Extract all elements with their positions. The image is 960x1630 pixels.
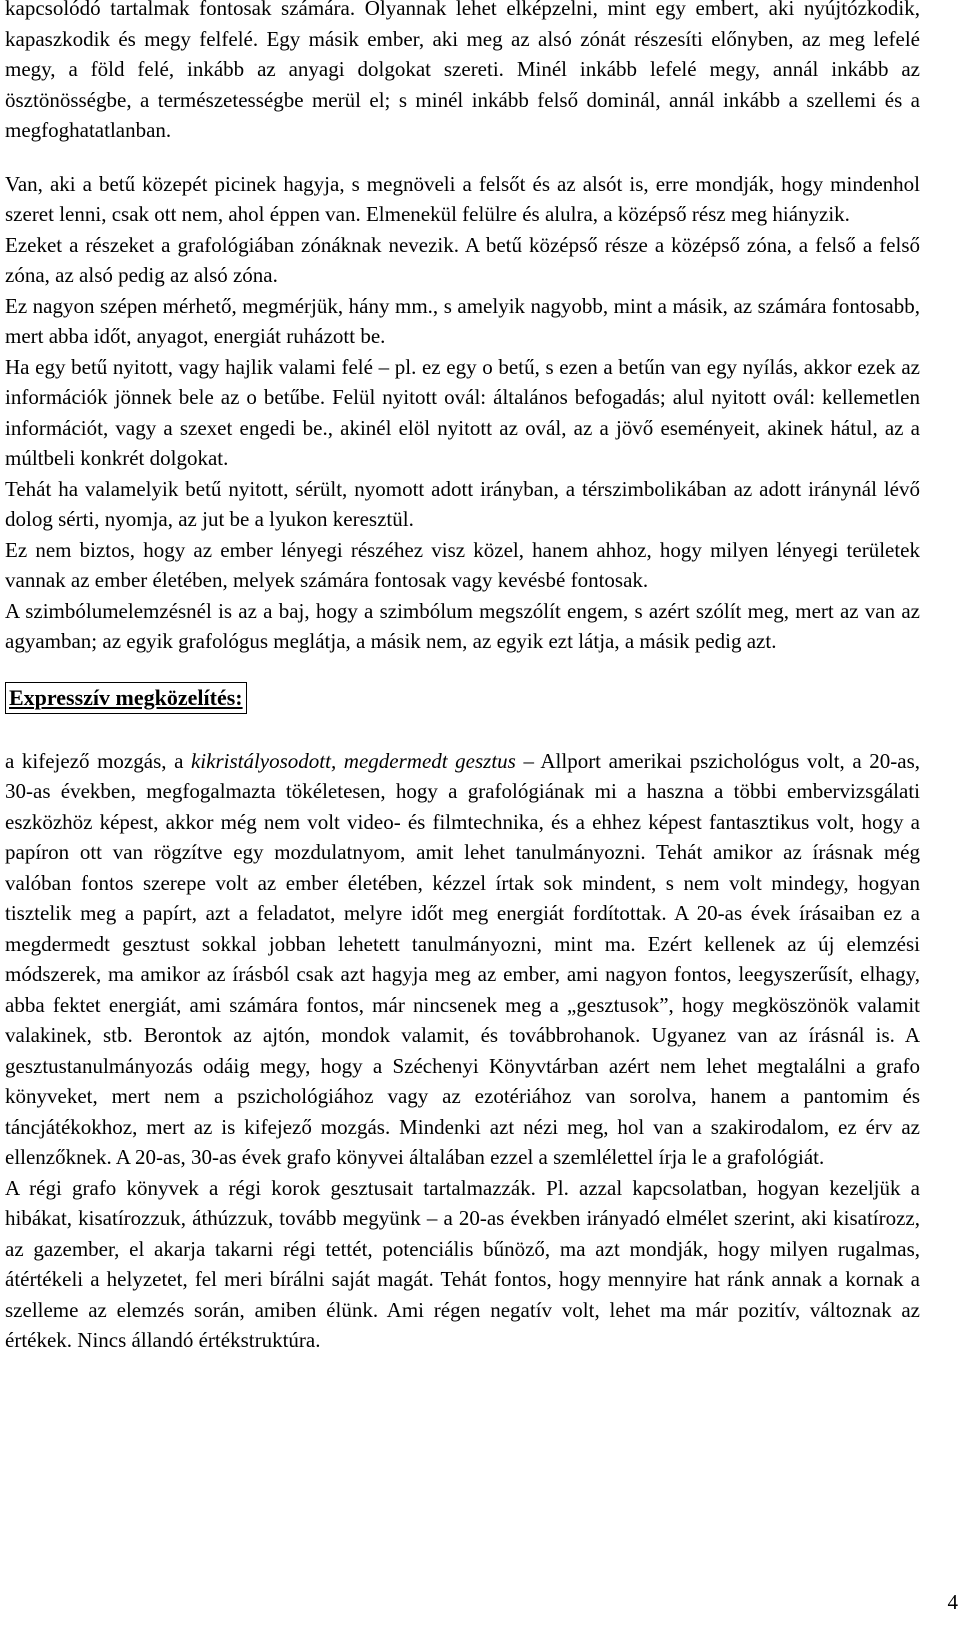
paragraph-zones-5: Tehát ha valamelyik betű nyitott, sérült, nyomott adott irányban, a térszimbolikában az adott iránynál lévő dolog sérti, nyomja, az jut be a lyukon keresztül. [5, 476, 920, 531]
paragraph-zones-1: Van, aki a betű közepét picinek hagyja, s megnöveli a felsőt és az alsót is, erre mondják, hogy mindenhol szeret lenni, csak ott nem, ahol éppen van. Elmenekül felülre és alulra, a középső rész meg hiányzik. [5, 171, 920, 226]
paragraph-zones-4: Ha egy betű nyitott, vagy hajlik valami felé – pl. ez egy o betű, s ezen a betűn van egy nyílás, akkor ezek az információk jönnek bele az o betűbe. Felül nyitott ovál: általános befogadás; alul nyitott ovál: kellemetlen információt, vagy a szexet engedi be., akinél elöl nyitott az ovál, az a jövő eseményeit, akinek hátul, az a múltbeli konkrét dolgokat. [5, 354, 920, 470]
document-page [5, 0, 920, 1356]
page-number: 4 [947, 1590, 958, 1614]
paragraph-zones-2: Ezeket a részeket a grafológiában zónáknak nevezik. A betű középső része a középső zóna, a felső a felső zóna, az alsó pedig az alsó zóna. [5, 232, 920, 287]
expr-intro-italic: kikristályosodott, megdermedt gesztus [190, 748, 516, 773]
paragraph-expressive [5, 746, 920, 1173]
paragraph-zones-3: Ez nagyon szépen mérhető, megmérjük, hány mm., s amelyik nagyobb, mint a másik, az számára fontosabb, mert abba időt, anyagot, energiát ruházott be. [5, 293, 920, 348]
expr-intro-post: – Allport amerikai pszichológus volt, a 20-as, 30-as években, megfogalmazta tökéletesen, hogy a grafológiának mi a haszna a többi embervizsgálati eszközhöz képest, akkor még nem volt video- és filmtechnika, és a ehhez képest fantasztikus volt, hogy a papíron ott van rögzítve egy mozdulatnyom, amit lehet tanulmányozni. Tehát amikor az írásnak még valóban fontos szerepe volt az ember életében, kézzel írtak sok mindent, s nem volt mindegy, hogyan tisztelik meg a papírt, azt a feladatot, melyre időt meg energiát fordítottak. A 20-as évek írásaiban ez a megdermedt gesztust sokkal jobban lehetett tanulmányozni, mint ma. Ezért kellenek az új elemzési módszerek, ma amikor az írásból csak azt hagyja meg az ember, ami nagyon fontos, leegyszerűsít, elhagy, abba fektet energiát, ami számára fontos, már nincsenek meg a „gesztusok”, hogy megköszönök valamit valakinek, stb. Berontok az ajtón, mondok valamit, és továbbrohanok. Ugyanez van az írásnál is. A gesztustanulmányozás odáig megy, hogy a Széchenyi Könyvtárban azért nem lehet megtalálni a grafo könyveket, mert nem a pszichológiához vagy az ezotériához van sorolva, hanem a pantomim és táncjátékokhoz, mert az is kifejező mozgás. Mindenki azt nézi meg, hol van a szakirodalom, ez érv az ellenzőknek. A 20-as, 30-as évek grafo könyvei általában ezzel a szemlélettel írja le a grafológiát. [5, 748, 920, 1169]
paragraph-intro: kapcsolódó tartalmak fontosak számára. Olyannak lehet elképzelni, mint egy embert, aki nyújtózkodik, kapaszkodik és megy felfelé. Egy másik ember, aki meg az alsó zónát részesíti előnyben, az meg lefelé megy, a föld felé, inkább az anyagi dolgokat szereti. Minél inkább lefelé megy, annál inkább az ösztönösségbe, a természetességbe merül el; s minél inkább felső dominál, annál inkább a szellemi és a megfoghatatlanban. [5, 0, 920, 142]
zones-section [5, 169, 920, 657]
paragraph-old-books: A régi grafo könyvek a régi korok gesztusait tartalmazzák. Pl. azzal kapcsolatban, hogyan kezeljük a hibákat, kisatírozzuk, áthúzzuk, tovább megyünk – a 20-as években irányadó elmélet szerint, aki kisatírozz, az gazember, el akarja takarni régi tettét, potenciális bűnöző, ma azt mondják, hogy milyen rugalmas, átértékeli a helyzetet, fel meri bírálni saját magát. Tehát fontos, hogy mennyire hat ránk annak a kornak a szelleme az elemzés során, amiben élünk. Ami régen negatív volt, lehet ma már pozitív, változnak az értékek. Nincs állandó értékstruktúra. [5, 1175, 920, 1352]
expr-intro-pre: a kifejező mozgás, a [5, 748, 191, 773]
section-heading: Expresszív megközelítés: [5, 682, 247, 714]
paragraph-zones-6: Ez nem biztos, hogy az ember lényegi részéhez visz közel, hanem ahhoz, hogy milyen lényegi területek vannak az ember életében, melyek számára fontosak vagy kevésbé fontosak. [5, 537, 920, 592]
section-heading-wrap [5, 682, 920, 714]
paragraph-zones-7: A szimbólumelemzésnél is az a baj, hogy a szimbólum megszólít engem, s azért szólít meg, mert az van az agyamban; az egyik grafológus meglátja, a másik nem, az egyik ezt látja, a másik pedig azt. [5, 598, 920, 653]
